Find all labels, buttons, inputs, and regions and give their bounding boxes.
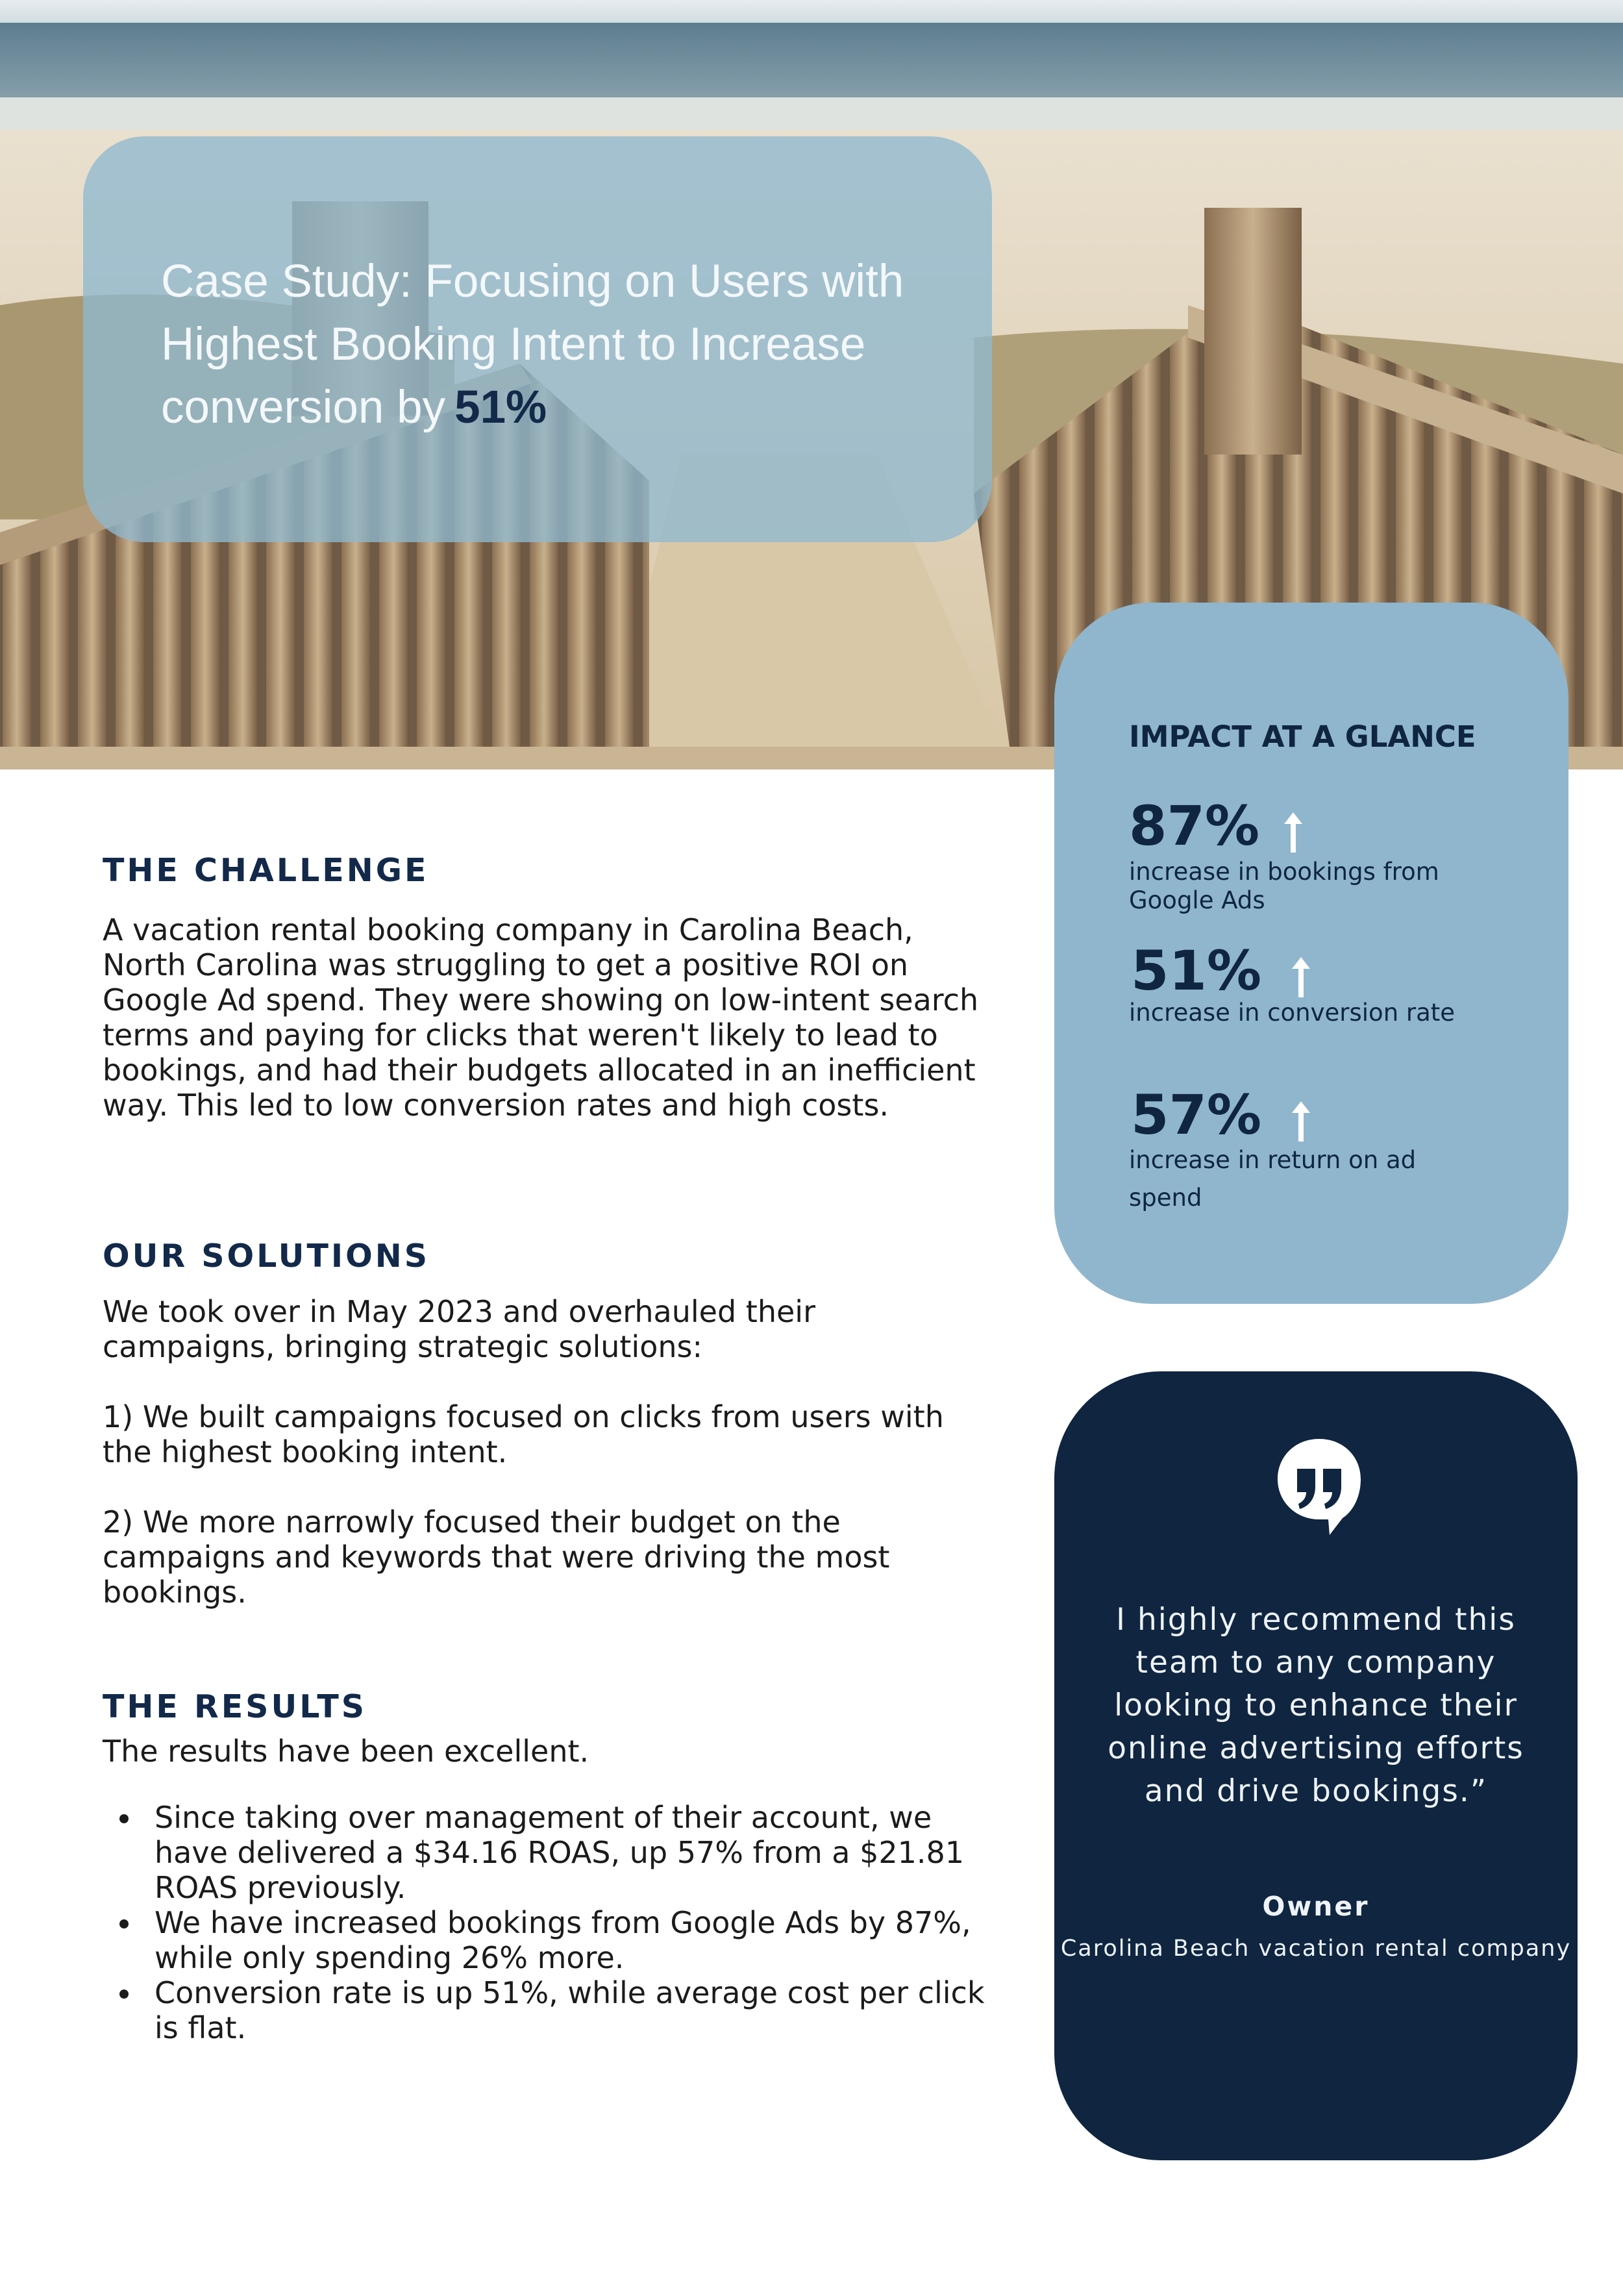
metric-value-conversion: 51% (1131, 939, 1262, 1003)
title-banner (83, 136, 992, 542)
solutions-text (103, 1294, 973, 1610)
page-title-highlight: 51% (454, 382, 547, 433)
solutions-point-1: 1) We built campaigns focused on clicks from users with the highest booking intent. (103, 1399, 944, 1469)
solutions-heading: OUR SOLUTIONS (103, 1238, 430, 1275)
results-intro: The results have been excellent. (103, 1734, 589, 1769)
testimonial-author: Owner (1262, 1891, 1370, 1922)
results-list (103, 1800, 1011, 2045)
solutions-intro: We took over in May 2023 and overhauled their campaigns, bringing strategic solutions: (103, 1294, 815, 1364)
solutions-point-2: 2) We more narrowly focused their budget on the campaigns and keywords that were driving the most bookings. (103, 1504, 890, 1610)
challenge-heading: THE CHALLENGE (103, 852, 429, 889)
up-arrow-icon (1282, 952, 1320, 1004)
page-title-text: Case Study: Focusing on Users with Highest Booking Intent to Increase conversion by (161, 256, 904, 433)
testimonial-card (1054, 1371, 1578, 2160)
testimonial-company: Carolina Beach vacation rental company (1060, 1936, 1572, 1962)
metric-desc-roas: increase in return on ad spend (1129, 1146, 1417, 1212)
challenge-paragraph: A vacation rental booking company in Carolina Beach, North Carolina was struggling to get a positive ROI on Google Ad spend. They were showing on low-intent search terms and paying for clicks that weren't likely to lead to bookings, and had their budgets allocated in an inefficient way. This led to low conversion rates and high costs. (103, 912, 979, 1123)
list-item: Conversion rate is up 51%, while average cost per click is flat. (103, 1975, 1011, 2045)
impact-title: IMPACT AT A GLANCE (1129, 719, 1476, 754)
metric-value-bookings: 87% (1129, 794, 1260, 858)
results-heading: THE RESULTS (103, 1688, 367, 1725)
metric-desc-bookings: increase in bookings from Google Ads (1129, 858, 1439, 914)
up-arrow-icon (1282, 1096, 1320, 1148)
up-arrow-icon (1274, 807, 1313, 859)
list-item: Since taking over management of their account, we have delivered a $34.16 ROAS, up 57% from a $21.81 ROAS previously. (103, 1800, 1011, 1905)
list-item: We have increased bookings from Google Ads by 87%, while only spending 26% more. (103, 1905, 1011, 1975)
quote-icon (1275, 1436, 1363, 1538)
page-title (161, 250, 940, 439)
impact-card (1054, 603, 1568, 1304)
testimonial-quote: I highly recommend this team to any company looking to enhance their online advertising efforts and drive bookings.” (1108, 1602, 1524, 1809)
metric-value-roas: 57% (1131, 1083, 1262, 1147)
challenge-text (103, 912, 998, 1123)
metric-desc-conversion: increase in conversion rate (1129, 999, 1456, 1027)
